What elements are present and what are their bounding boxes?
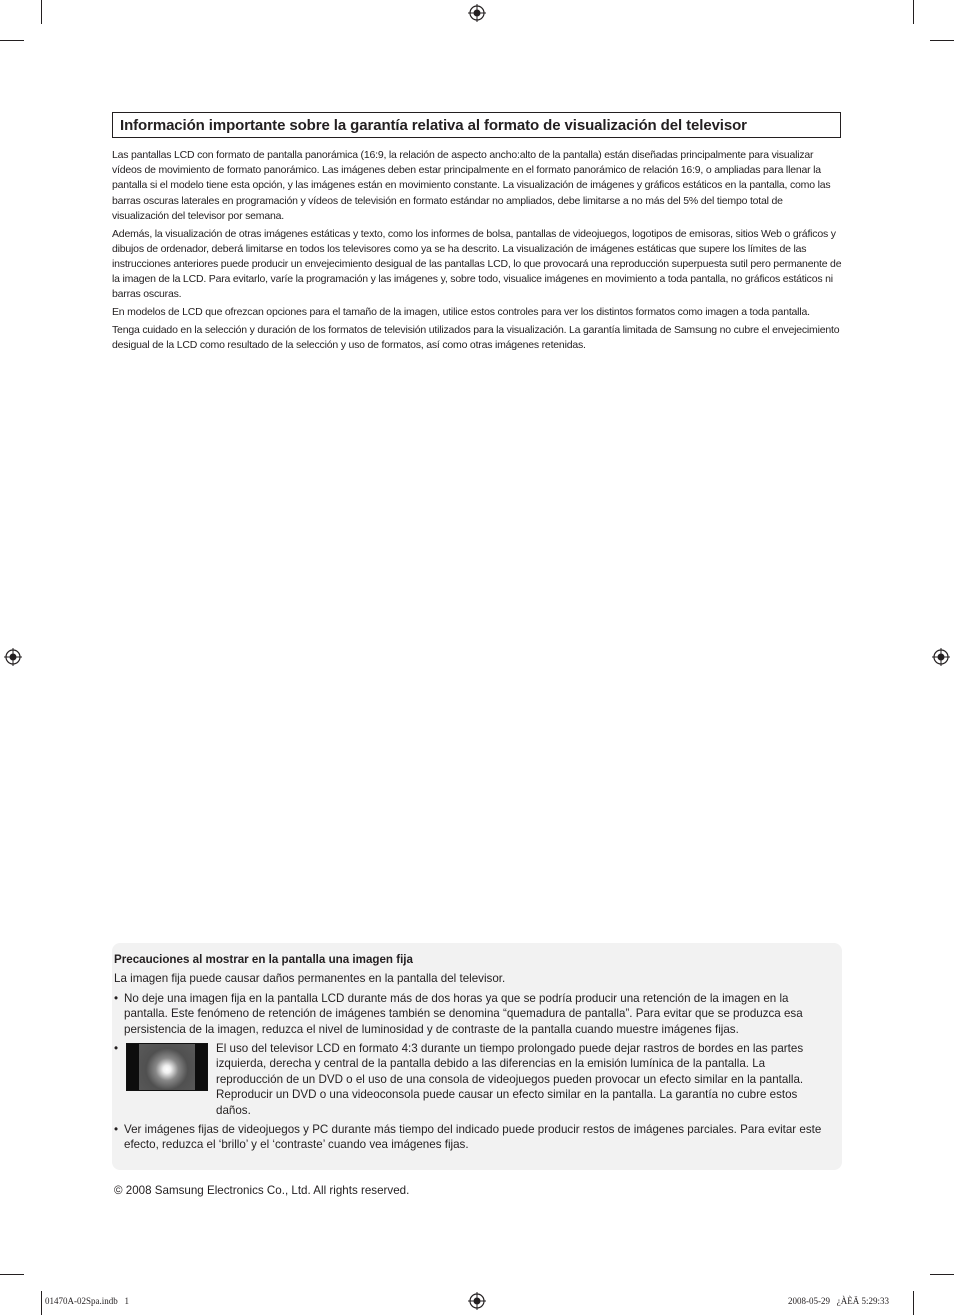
paragraph: Además, la visualización de otras imágenes estáticas y texto, como los informes de bolsa, pantallas de videojuegos, logotipos de emisoras, sitios Web o gráficos y dibujos de ordenador, deberá limitarse en todos los televisores como ya se ha descrito. La visualización de imágenes estáticas que supere los límites de las instrucciones anteriores puede producir un envejecimiento desigual de las pantallas LCD, lo que provocará una reproducción superpuesta sutil pero permanente de la imagen de la LCD. Para evitarlo, varíe la programación y las imágenes y, sobre todo, visualice imágenes en movimiento a toda pantalla, no gráficos estáticos ni barras oscuras. [112, 227, 842, 301]
copyright: © 2008 Samsung Electronics Co., Ltd. All rights reserved. [114, 1184, 410, 1197]
list-item-text: Ver imágenes fijas de videojuegos y PC durante más tiempo del indicado puede producir restos de imágenes parciales. Para evitar este efecto, reduzca el ‘brillo’ y el ‘contraste’ cuando vea imágenes fijas. [124, 1123, 822, 1152]
crop-mark [930, 1274, 954, 1275]
registration-mark-icon [932, 648, 950, 666]
registration-mark-icon [468, 4, 486, 22]
footer-timestamp: 2008-05-29 ¿ÀÈÄ 5:29:33 [788, 1296, 889, 1306]
bullet: • [114, 991, 119, 1005]
paragraph: En modelos de LCD que ofrezcan opciones para el tamaño de la imagen, utilice estos controles para ver los distintos formatos como imagen a toda pantalla. [112, 306, 810, 319]
crop-mark [930, 40, 954, 41]
caution-list [114, 991, 832, 1153]
list-item [114, 1122, 832, 1153]
crop-mark [0, 40, 24, 41]
crop-mark [41, 0, 42, 24]
heading-box [112, 112, 841, 138]
registration-mark-icon [4, 648, 22, 666]
crop-mark [913, 0, 914, 24]
caution-title: Precauciones al mostrar en la pantalla una imagen fija [114, 953, 413, 966]
warranty-text [112, 148, 842, 356]
caution-lead: La imagen fija puede causar daños permanentes en la pantalla del televisor. [114, 972, 506, 986]
paragraph: Las pantallas LCD con formato de pantalla panorámica (16:9, la relación de aspecto ancho:alto de la pantalla) están diseñadas principalmente para visualizar vídeos de movimiento de formato panorámico. Las imágenes deben estar principalmente en el formato panorámico de relación 16:9, o ampliadas para llenar la pantalla si el modelo tiene esta opción, y las imágenes están en movimiento constante. La visualización de imágenes y gráficos estáticos en la pantalla, como las barras oscuras laterales en programación y vídeos de televisión en formato estándar no ampliados, debe limitarse a no más del 5% del tiempo total de visualización del televisor por semana. [112, 149, 831, 222]
crop-mark [0, 1274, 24, 1275]
registration-mark-icon [468, 1292, 486, 1310]
crop-mark [41, 1291, 42, 1315]
list-item-text: El uso del televisor LCD en formato 4:3 durante un tiempo prolongado puede dejar rastros de bordes en las partes izquierda, derecha y central de la pantalla debido a las diferencias en la emisión lumínica de la pantalla. La reproducción de un DVD o el uso de una consola de videojuegos pueden provocar un efecto similar en la pantalla. Reproducir un DVD o una videoconsola puede causar un efecto similar en la pantalla. La garantía no cubre estos daños. [216, 1042, 804, 1117]
bullet: • [114, 1123, 119, 1137]
list-item [114, 1041, 832, 1118]
list-item-text: No deje una imagen fija en la pantalla LCD durante más de dos horas ya que se podría producir una retención de la imagen en la pantalla. Este fenómeno de retención de imágenes también se denomina “quemadura de pantalla”. Para evitar que se produzca esa persistencia de la imagen, reduzca el nivel de luminosidad y de contraste de la pantalla cuando muestre imágenes fijas. [124, 991, 803, 1036]
crop-mark [913, 1291, 914, 1315]
bullet: • [114, 1042, 119, 1056]
footer-file-name: 01470A-02Spa.indb 1 [45, 1296, 129, 1306]
caution-box [112, 943, 842, 1170]
tv-4-3-flower-icon [126, 1043, 208, 1091]
paragraph: Tenga cuidado en la selección y duración de los formatos de televisión utilizados para la visualización. La garantía limitada de Samsung no cubre el envejecimiento desigual de la LCD como resultado de la selección y uso de formatos, así como otras imágenes retenidas. [112, 323, 840, 351]
page-title: Información importante sobre la garantía relativa al formato de visualización del televisor [120, 116, 747, 134]
list-item [114, 991, 832, 1037]
